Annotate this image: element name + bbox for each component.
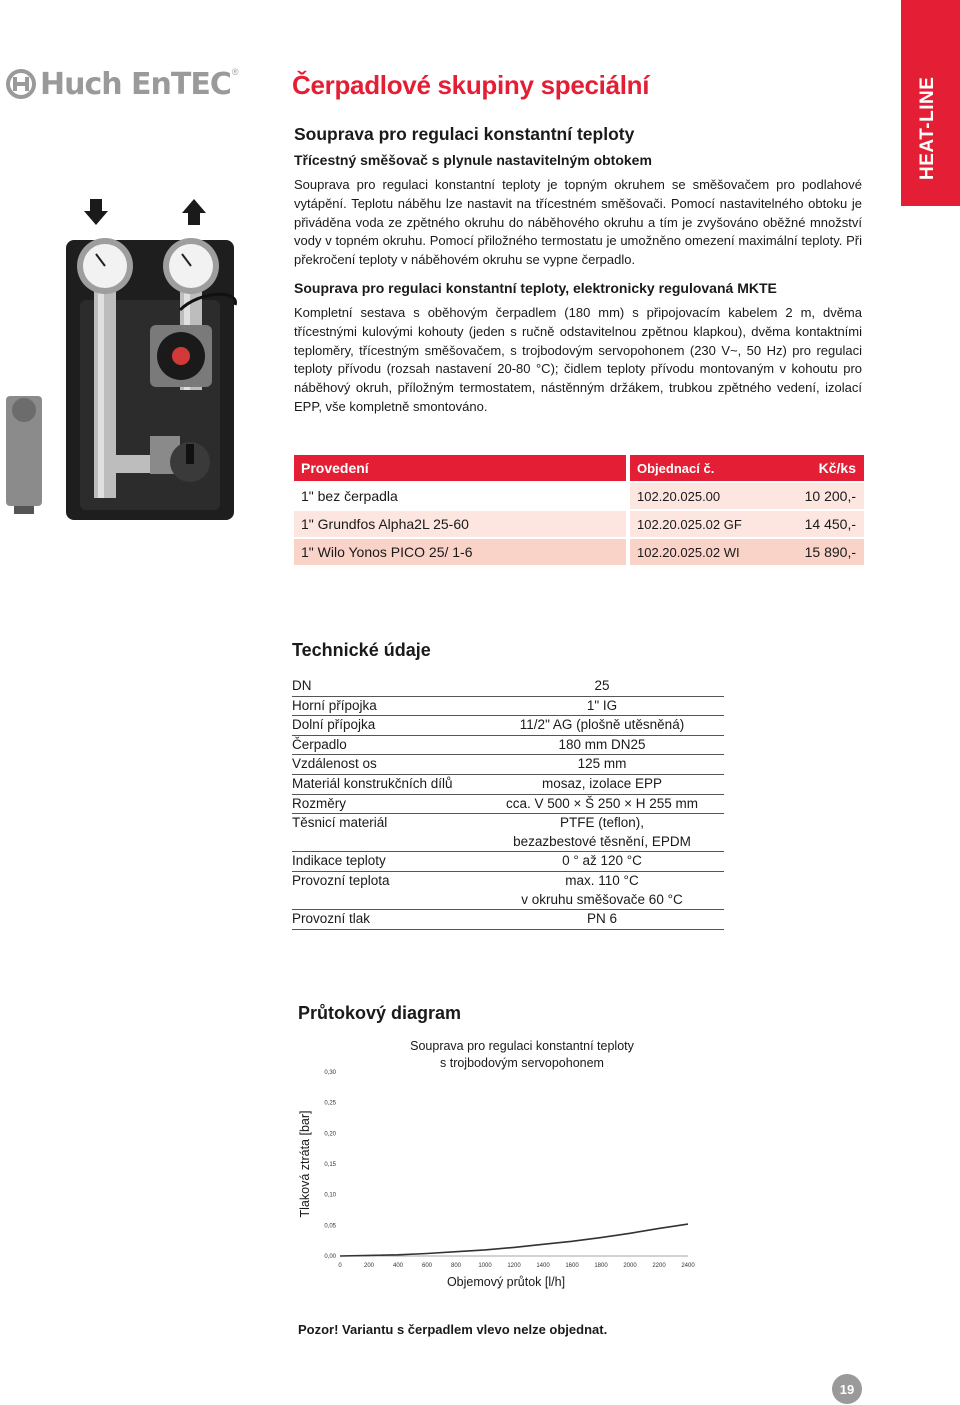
page-title: Čerpadlové skupiny speciální [292,70,650,100]
price-cell: 10 200,- [763,483,864,509]
note-text: Pozor! Variantu s čerpadlem vlevo nelze objednat. [298,1322,608,1337]
spec-value: 11/2" AG (plošně utěsněná) [519,717,685,733]
price-table [294,455,864,567]
spec-value: 25 [594,678,610,693]
spec-label: Indikace teploty [292,853,386,869]
spec-values [480,677,724,696]
spec-label: Horní přípojka [292,697,377,713]
price-cell: 14 450,- [763,511,864,537]
price-cell: 15 890,- [763,539,864,565]
y-tick-label: 0,00 [324,1254,336,1260]
spec-values [480,795,724,814]
spec-row [292,677,724,697]
spec-value: 1" IG [586,697,618,713]
x-tick-label: 600 [421,1263,433,1269]
spec-table [292,677,724,930]
product-photo [0,230,250,520]
spec-label: Materiál konstrukčních dílů [292,775,453,791]
spec-value: 0 ° až 120 °C [562,853,642,869]
header-variant: Provedení [294,455,626,481]
y-tick-label: 0,30 [324,1070,336,1076]
x-axis-label: Objemový průtok [l/h] [446,1275,566,1289]
x-tick-label: 1600 [565,1263,579,1269]
arrow-down-icon [84,199,108,225]
table-row [294,511,864,537]
x-tick-label: 1000 [478,1263,492,1269]
series-line [340,1224,688,1256]
kit-title: Souprava pro regulaci konstantní teploty, elektronicky regulovaná MKTE [294,280,777,296]
spec-row [292,716,724,736]
table-row [294,539,864,565]
variant-cell: 1" Grundfos Alpha2L 25-60 [294,511,626,537]
spec-value: 125 mm [577,756,627,772]
spec-value: 180 mm DN25 [558,736,646,752]
chart-title: Souprava pro regulaci konstantní teploty [410,1039,634,1053]
spec-label: Čerpadlo [292,736,347,752]
spec-label: Provozní tlak [292,911,371,927]
x-tick-label: 0 [338,1263,342,1269]
spec-row [292,852,724,872]
brand-logo [6,64,239,104]
heat-line-tab [901,0,960,206]
section-subsubtitle: Třícestný směšovač s plynule nastavitelným obtokem [294,152,652,168]
spec-row [292,872,724,910]
y-tick-label: 0,05 [324,1223,336,1230]
x-tick-label: 1800 [594,1263,608,1269]
header-price: Kč/ks [763,455,864,481]
y-tick-label: 0,10 [324,1192,336,1199]
x-tick-label: 1200 [507,1263,521,1269]
intro-paragraph: Souprava pro regulaci konstantní teploty je topným okruhem se směšovačem pro podlahové vytápění. Teplotu náběhu lze nastavit na třícestném směšovači. Pomocí nastavitelného obtoku je přiváděna voda ze zpětného okruhu do náběhového okruhu a tím je zvyšováno oběžné množství vody v topném okruhu. Pomocí přiložného termostatu je umožněno omezení maximální teploty. Při překročení teploty v náběhovém okruhu se vypne čerpadlo. [294,177,862,268]
y-tick-label: 0,20 [324,1131,336,1138]
spec-value: mosaz, izolace EPP [541,775,663,791]
y-tick-label: 0,15 [324,1162,336,1168]
spec-value: bezazbestové těsnění, EPDM [513,833,691,849]
spec-values [480,814,724,851]
spec-row [292,736,724,756]
order-no-cell: 102.20.025.02 WI [630,539,763,565]
kit-description: Kompletní sestava s oběhovým čerpadlem (180 mm) s připojovacím kabelem 2 m, dvěma třícestnými kulovými kohouty (jeden s ručně odstavitelnou zpětnou klapkou), dvěma kontaktními teploměry, třícestným směšovačem, s trojbodovým servopohonem (230 V~, 50 Hz) pro regulaci teploty přívodu (rozsah nastavení 20-80 °C); čidlem teploty přívodu montovaným v kohoutu pro náběhový okruh, příložným termostatem, nástěnným držákem, trubkou zpětného vedení, izolací EPP, vše kompletně smontováno. [294,305,862,414]
spec-row [292,910,724,930]
spec-value: cca. V 500 × Š 250 × H 255 mm [505,795,699,811]
spec-label: Provozní teplota [292,872,390,888]
header-order-no: Objednací č. [630,455,763,481]
x-tick-label: 1400 [536,1263,550,1269]
x-tick-label: 2200 [652,1263,666,1269]
spec-values [480,910,724,929]
x-tick-label: 2000 [623,1263,637,1269]
spec-value: PN 6 [586,911,617,927]
tech-title: Technické údaje [292,640,431,660]
spec-value: PTFE (teflon), [559,815,645,831]
spec-values [480,852,724,871]
spec-values [480,775,724,794]
spec-values [480,755,724,774]
brand-name: Huch EnTEC [40,66,231,102]
variant-cell: 1" Wilo Yonos PICO 25/ 1-6 [294,539,626,565]
spec-row [292,697,724,717]
spec-label: Těsnicí materiál [292,815,388,831]
flow-title: Průtokový diagram [298,1003,462,1023]
chart-subtitle: s trojbodovým servopohonem [440,1056,604,1070]
spec-values [480,736,724,755]
brand-emblem-icon [6,69,36,99]
order-no-cell: 102.20.025.02 GF [630,511,763,537]
table-row [294,483,864,509]
spec-value: v okruhu směšovače 60 °C [521,891,683,907]
spec-row [292,814,724,852]
spec-label: Rozměry [292,795,347,811]
page-number: 19 [832,1374,862,1404]
y-tick-label: 0,25 [324,1100,336,1107]
spec-value: max. 110 °C [565,872,639,888]
variant-cell: 1" bez čerpadla [294,483,626,509]
spec-label: Dolní přípojka [292,717,376,733]
order-no-cell: 102.20.025.00 [630,483,763,509]
section-subtitle: Souprava pro regulaci konstantní teploty [294,124,635,144]
x-tick-label: 200 [363,1263,375,1269]
flow-chart [296,1034,716,1296]
price-table-header [294,455,864,481]
brand-registered-mark: ® [231,67,239,77]
heat-line-label: HEAT-LINE [917,76,938,180]
spec-values [480,716,724,735]
spec-values [480,697,724,716]
x-tick-label: 2400 [681,1263,695,1269]
spec-row [292,755,724,775]
spec-row [292,775,724,795]
arrow-up-icon [182,199,206,225]
spec-values [480,872,724,909]
y-axis-label: Tlaková ztráta [bar] [298,1110,312,1218]
spec-label: Vzdálenost os [292,756,377,772]
x-tick-label: 800 [450,1263,462,1269]
spec-row [292,795,724,815]
spec-label: DN [292,678,312,693]
x-tick-label: 400 [392,1263,404,1269]
